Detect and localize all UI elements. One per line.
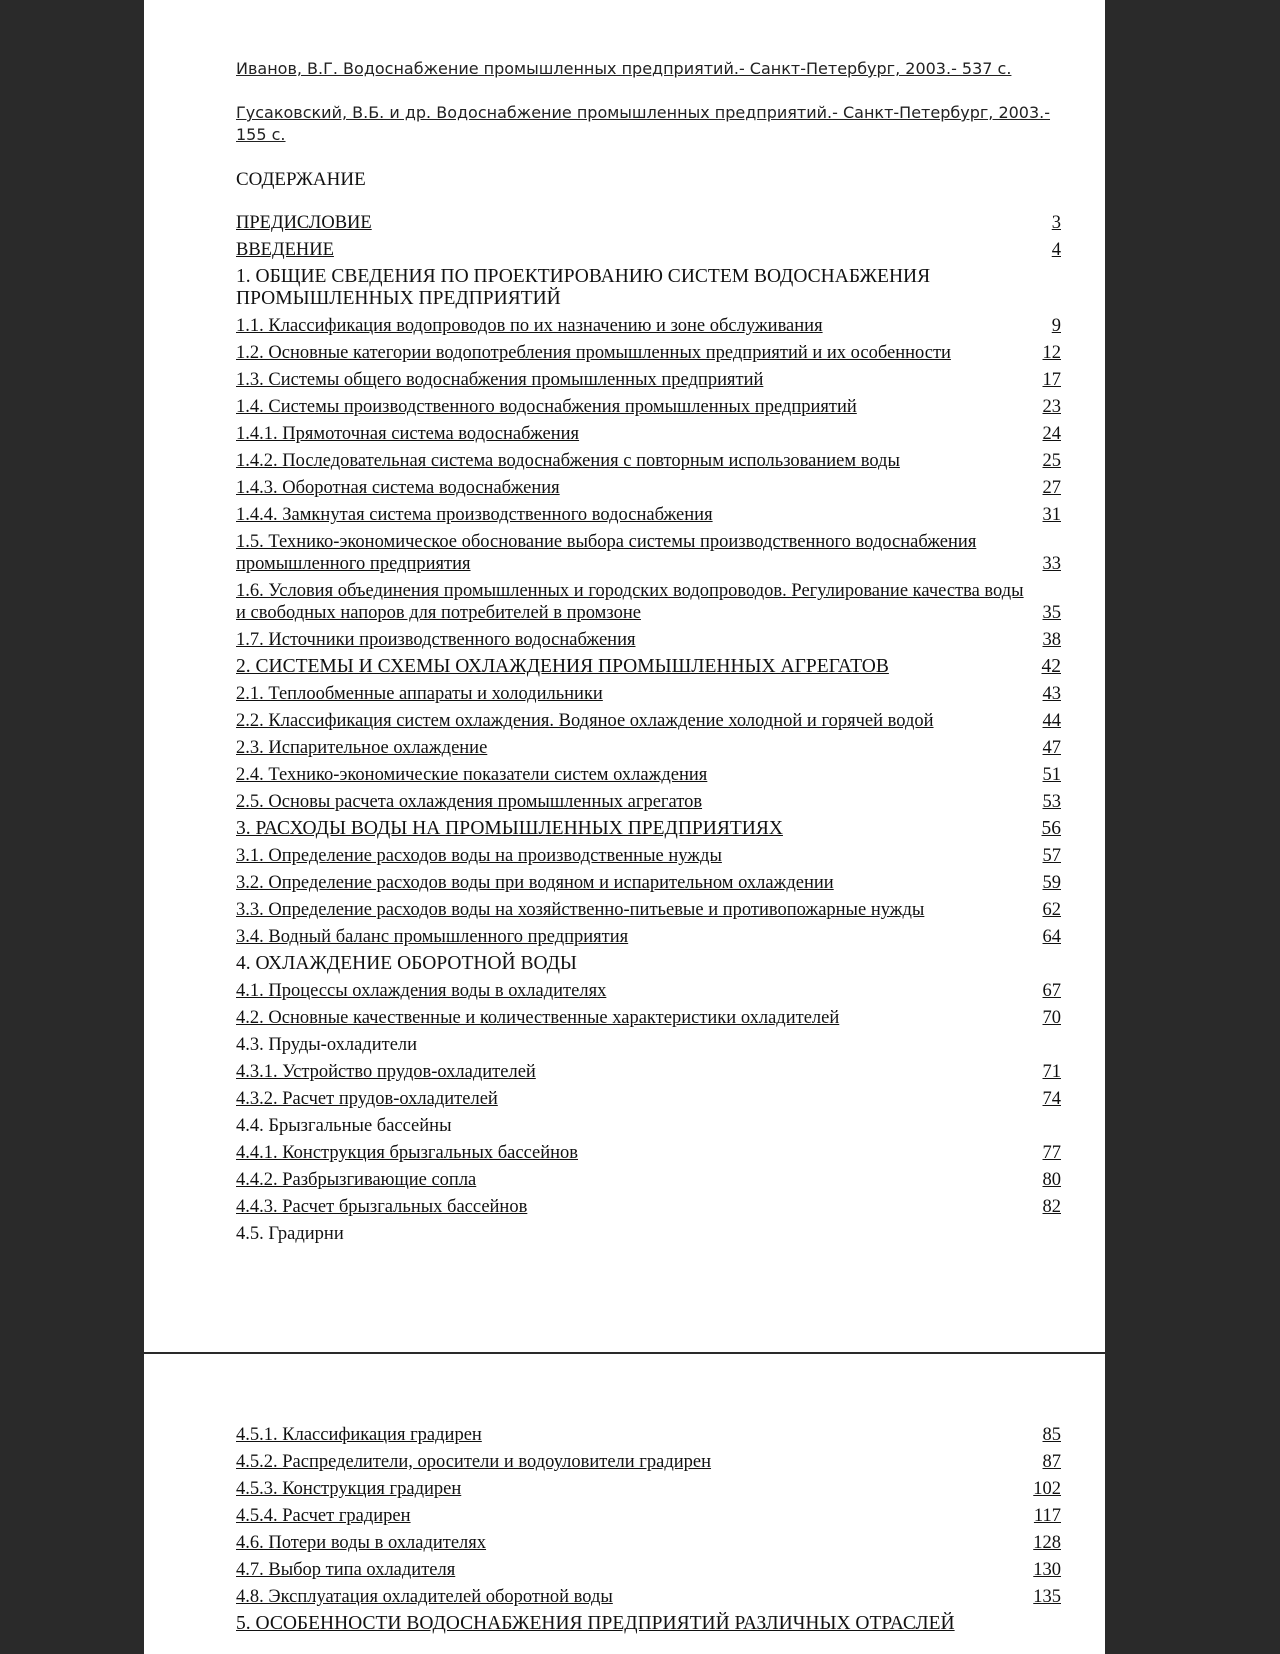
reference-gusakovsky[interactable]: Гусаковский, В.Б. и др. Водоснабжение промышленных предприятий.- Санкт-Петербург, 2003.- 155 с. <box>236 103 1051 144</box>
toc-entry-title[interactable]: 4.3.2. Расчет прудов-охладителей <box>236 1089 498 1109</box>
toc-entry-page-number[interactable]: 23 <box>1042 397 1061 417</box>
toc-entry[interactable] <box>236 423 1061 445</box>
toc-entry <box>236 1115 1061 1137</box>
toc-entry-page-number[interactable]: 31 <box>1042 505 1061 525</box>
toc-entry-page-number[interactable]: 87 <box>1042 1452 1061 1472</box>
toc-entry[interactable] <box>236 212 1061 234</box>
toc-entry[interactable] <box>236 239 1061 261</box>
toc-entry-title[interactable]: 2.3. Испарительное охлаждение <box>236 738 488 758</box>
toc-entry-page-number[interactable]: 51 <box>1042 765 1061 785</box>
toc-entry-page-number[interactable]: 117 <box>1033 1506 1061 1526</box>
toc-entry-title[interactable]: 1.6. Условия объединения промышленных и городских водопроводов. Регулирование качества воды и свободных напоров для потребителей в промзоне <box>236 581 1024 623</box>
toc-entry <box>236 266 1061 310</box>
toc-entry-page-number[interactable]: 70 <box>1042 1008 1061 1028</box>
toc-entry-title[interactable]: 1.7. Источники производственного водоснабжения <box>236 630 636 650</box>
toc-entry[interactable] <box>236 369 1061 391</box>
toc-entry-title[interactable]: 5. ОСОБЕННОСТИ ВОДОСНАБЖЕНИЯ ПРЕДПРИЯТИЙ РАЗЛИЧНЫХ ОТРАСЛЕЙ <box>236 1613 955 1634</box>
toc-entry-title[interactable]: 2.1. Теплообменные аппараты и холодильники <box>236 684 603 704</box>
toc-entry[interactable] <box>236 845 1061 867</box>
toc-entry-page-number[interactable]: 27 <box>1042 478 1061 498</box>
toc-entry-page-number[interactable]: 3 <box>1051 213 1061 233</box>
toc-entry[interactable] <box>236 656 1061 678</box>
toc-entry-title[interactable]: 4.4.1. Конструкция брызгальных бассейнов <box>236 1143 579 1163</box>
document-page-1 <box>144 0 1105 1352</box>
toc-entry-title[interactable]: 2. СИСТЕМЫ И СХЕМЫ ОХЛАЖДЕНИЯ ПРОМЫШЛЕННЫХ АГРЕГАТОВ <box>236 656 889 677</box>
toc-entry-title[interactable]: 4.4.3. Расчет брызгальных бассейнов <box>236 1197 528 1217</box>
toc-entry[interactable] <box>236 899 1061 921</box>
toc-entry-page-number[interactable]: 47 <box>1042 738 1061 758</box>
toc-entry[interactable] <box>236 710 1061 732</box>
toc-entry[interactable] <box>236 926 1061 948</box>
toc-entry[interactable] <box>236 764 1061 786</box>
toc-entry-title[interactable]: 4.7. Выбор типа охладителя <box>236 1560 456 1580</box>
toc-entry-title[interactable]: 4.3.1. Устройство прудов-охладителей <box>236 1062 536 1082</box>
toc-entry[interactable] <box>236 1559 1061 1581</box>
toc-entry-title[interactable]: 4.5.4. Расчет градирен <box>236 1506 411 1526</box>
toc-entry-title[interactable]: 1.4.1. Прямоточная система водоснабжения <box>236 424 580 444</box>
toc-entry[interactable] <box>236 477 1061 499</box>
toc-entry[interactable] <box>236 980 1061 1002</box>
toc-entry-page-number[interactable]: 9 <box>1051 316 1061 336</box>
toc-entry-title[interactable]: 1.4. Системы производственного водоснабжения промышленных предприятий <box>236 397 857 417</box>
toc-entry[interactable] <box>236 1061 1061 1083</box>
toc-entry-page-number[interactable]: 102 <box>1033 1479 1061 1499</box>
toc-entry-page-number[interactable]: 24 <box>1042 424 1061 444</box>
toc-entry[interactable] <box>236 791 1061 813</box>
toc-entry-page-number[interactable]: 4 <box>1051 240 1061 260</box>
toc-entry-title[interactable]: 4.1. Процессы охлаждения воды в охладителях <box>236 981 607 1001</box>
toc-entry-page-number[interactable]: 42 <box>1041 656 1061 677</box>
toc-entry-page-number[interactable]: 80 <box>1042 1170 1061 1190</box>
toc-entry-title[interactable]: 4.5.2. Распределители, оросители и водоуловители градирен <box>236 1452 712 1472</box>
toc-entry-page-number[interactable]: 74 <box>1042 1089 1061 1109</box>
toc-entry-page-number[interactable]: 56 <box>1041 818 1061 839</box>
toc-entry-page-number[interactable]: 128 <box>1033 1533 1061 1553</box>
document-page-2 <box>144 1354 1105 1654</box>
toc-entry-title[interactable]: 3. РАСХОДЫ ВОДЫ НА ПРОМЫШЛЕННЫХ ПРЕДПРИЯТИЯХ <box>236 818 783 839</box>
toc-entry-title[interactable]: 2.4. Технико-экономические показатели систем охлаждения <box>236 765 708 785</box>
toc-entry-page-number[interactable]: 135 <box>1033 1587 1061 1607</box>
toc-entry[interactable] <box>236 450 1061 472</box>
toc-entry-title[interactable]: 4.5.3. Конструкция градирен <box>236 1479 462 1499</box>
toc-entry-title[interactable]: ПРЕДИСЛОВИЕ <box>236 213 372 233</box>
toc-entry-title[interactable]: 2.5. Основы расчета охлаждения промышленных агрегатов <box>236 792 703 812</box>
toc-entry-page-number[interactable]: 67 <box>1042 981 1061 1001</box>
toc-entry-page-number[interactable]: 130 <box>1033 1560 1061 1580</box>
toc-entry[interactable] <box>236 315 1061 337</box>
toc-entry-page-number[interactable]: 57 <box>1042 846 1061 866</box>
toc-entry-title[interactable]: 1.4.3. Оборотная система водоснабжения <box>236 478 560 498</box>
toc-entry-page-number[interactable]: 43 <box>1042 684 1061 704</box>
toc-entry[interactable] <box>236 1505 1061 1527</box>
toc-entry-page-number[interactable]: 44 <box>1042 711 1061 731</box>
toc-entry[interactable] <box>236 1424 1061 1446</box>
toc-heading: СОДЕРЖАНИЕ <box>236 169 366 190</box>
toc-entry-page-number[interactable]: 33 <box>1042 554 1061 574</box>
toc-entry-title[interactable]: 1.4.2. Последовательная система водоснабжения с повторным использованием воды <box>236 451 900 471</box>
toc-entry[interactable] <box>236 818 1061 840</box>
toc-entry-title[interactable]: 4.2. Основные качественные и количественные характеристики охладителей <box>236 1008 840 1028</box>
toc-entry[interactable] <box>236 1007 1061 1029</box>
reference-ivanov[interactable]: Иванов, В.Г. Водоснабжение промышленных предприятий.- Санкт-Петербург, 2003.- 537 с. <box>236 59 1012 78</box>
toc-entry-title[interactable]: 2.2. Классификация систем охлаждения. Водяное охлаждение холодной и горячей водой <box>236 711 934 731</box>
toc-entry-title[interactable]: 3.4. Водный баланс промышленного предприятия <box>236 927 629 947</box>
toc-entry-title[interactable]: 1.2. Основные категории водопотребления промышленных предприятий и их особенности <box>236 343 951 363</box>
toc-list-page-2 <box>236 1424 1061 1635</box>
toc-entry-page-number[interactable]: 53 <box>1042 792 1061 812</box>
toc-entry-title[interactable]: 1.5. Технико-экономическое обоснование выбора системы производственного водоснабжения промышленного предприятия <box>236 532 977 574</box>
toc-entry-page-number[interactable]: 35 <box>1042 603 1061 623</box>
toc-entry-title: 1. ОБЩИЕ СВЕДЕНИЯ ПО ПРОЕКТИРОВАНИЮ СИСТЕМ ВОДОСНАБЖЕНИЯ ПРОМЫШЛЕННЫХ ПРЕДПРИЯТИЙ <box>236 266 931 309</box>
toc-entry[interactable] <box>236 504 1061 526</box>
toc-list-page-1 <box>236 212 1061 1245</box>
toc-entry <box>236 1034 1061 1056</box>
toc-entry[interactable] <box>236 342 1061 364</box>
toc-entry-page-number[interactable]: 85 <box>1042 1425 1061 1445</box>
toc-entry[interactable] <box>236 1142 1061 1164</box>
toc-entry[interactable] <box>236 1478 1061 1500</box>
toc-entry-page-number[interactable]: 64 <box>1042 927 1061 947</box>
toc-entry-title[interactable]: 1.3. Системы общего водоснабжения промышленных предприятий <box>236 370 764 390</box>
page-2-content <box>236 1424 1061 1640</box>
toc-entry-page-number[interactable]: 77 <box>1042 1143 1061 1163</box>
toc-entry-title[interactable]: ВВЕДЕНИЕ <box>236 240 334 260</box>
toc-entry-title[interactable]: 4.5.1. Классификация градирен <box>236 1425 482 1445</box>
toc-entry-page-number[interactable]: 17 <box>1042 370 1061 390</box>
toc-entry-page-number[interactable]: 38 <box>1042 630 1061 650</box>
toc-entry-page-number[interactable]: 59 <box>1042 873 1061 893</box>
toc-entry[interactable] <box>236 1196 1061 1218</box>
toc-entry[interactable] <box>236 1169 1061 1191</box>
toc-entry-title[interactable]: 3.3. Определение расходов воды на хозяйственно-питьевые и противопожарные нужды <box>236 900 925 920</box>
toc-entry[interactable] <box>236 1088 1061 1110</box>
toc-entry[interactable] <box>236 580 1061 624</box>
toc-entry[interactable] <box>236 531 1061 575</box>
toc-entry-title: 4.4. Брызгальные бассейны <box>236 1116 452 1136</box>
toc-entry-title: 4.3. Пруды-охладители <box>236 1035 418 1055</box>
toc-entry[interactable] <box>236 1451 1061 1473</box>
toc-entry-page-number[interactable]: 62 <box>1042 900 1061 920</box>
toc-entry-title[interactable]: 1.4.4. Замкнутая система производственного водоснабжения <box>236 505 713 525</box>
toc-entry[interactable] <box>236 872 1061 894</box>
toc-entry-title[interactable]: 4.8. Эксплуатация охладителей оборотной воды <box>236 1587 613 1607</box>
toc-entry-title[interactable]: 3.2. Определение расходов воды при водяном и испарительном охлаждении <box>236 873 834 893</box>
toc-entry-title[interactable]: 4.6. Потери воды в охладителях <box>236 1533 487 1553</box>
toc-entry[interactable] <box>236 396 1061 418</box>
toc-entry-title[interactable]: 3.1. Определение расходов воды на производственные нужды <box>236 846 722 866</box>
toc-entry-title[interactable]: 1.1. Классификация водопроводов по их назначению и зоне обслуживания <box>236 316 823 336</box>
toc-entry[interactable] <box>236 1613 1061 1635</box>
toc-entry-title[interactable]: 4.4.2. Разбрызгивающие сопла <box>236 1170 477 1190</box>
toc-entry[interactable] <box>236 1586 1061 1608</box>
toc-entry <box>236 1223 1061 1245</box>
toc-entry-page-number[interactable]: 82 <box>1042 1197 1061 1217</box>
toc-entry-page-number[interactable]: 25 <box>1042 451 1061 471</box>
toc-entry[interactable] <box>236 629 1061 651</box>
toc-entry[interactable] <box>236 683 1061 705</box>
toc-entry-page-number[interactable]: 71 <box>1042 1062 1061 1082</box>
toc-entry[interactable] <box>236 1532 1061 1554</box>
toc-entry <box>236 953 1061 975</box>
page-1-content <box>236 58 1061 1250</box>
toc-entry-title: 4. ОХЛАЖДЕНИЕ ОБОРОТНОЙ ВОДЫ <box>236 953 577 974</box>
toc-entry-page-number[interactable]: 12 <box>1042 343 1061 363</box>
toc-entry[interactable] <box>236 737 1061 759</box>
toc-entry-title: 4.5. Градирни <box>236 1224 344 1244</box>
